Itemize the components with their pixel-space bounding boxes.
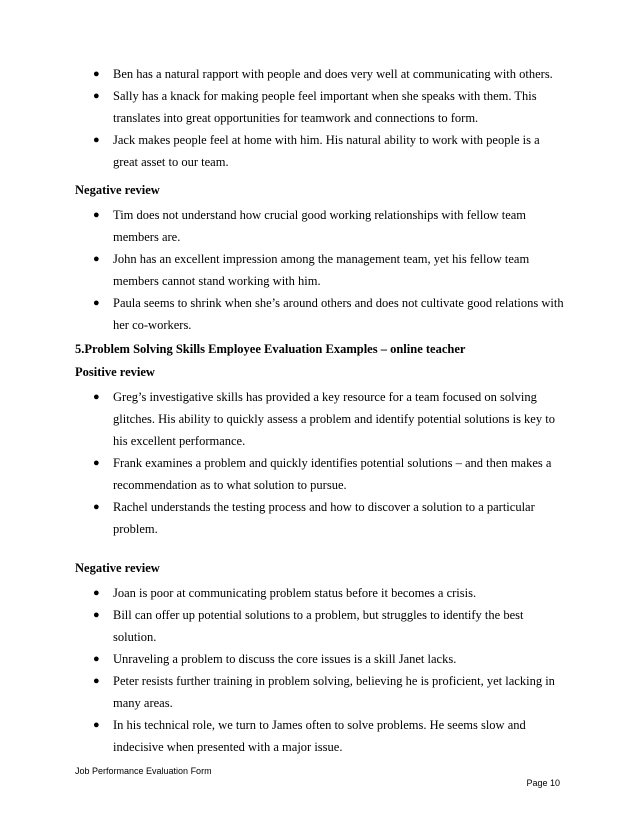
list-item-text: John has an excellent impression among the management team, yet his fellow team members cannot stand working with him. xyxy=(113,252,530,288)
bullet-icon: ● xyxy=(93,719,100,731)
problem-solving-title: 5.Problem Solving Skills Employee Evaluation Examples – online teacher xyxy=(75,342,466,356)
bullet-icon: ● xyxy=(93,501,100,513)
list-item-text: Rachel understands the testing process and how to discover a solution to a particular problem. xyxy=(113,500,535,536)
list-item xyxy=(75,204,565,248)
footer-form-name: Job Performance Evaluation Form xyxy=(75,766,212,776)
list-item-text: Unraveling a problem to discuss the core issues is a skill Janet lacks. xyxy=(113,652,457,666)
page-content xyxy=(75,63,565,762)
list-item xyxy=(75,496,565,540)
list-item-text: Greg’s investigative skills has provided a key resource for a team focused on solving glitches. His ability to quickly assess a problem and identify potential solutions is key to his excellent performance. xyxy=(113,390,555,448)
bullet-icon: ● xyxy=(93,68,100,80)
bullet-icon: ● xyxy=(93,457,100,469)
bullet-icon: ● xyxy=(93,134,100,146)
list-item-text: In his technical role, we turn to James often to solve problems. He seems slow and indecisive when presented with a major issue. xyxy=(113,718,526,754)
list-item-text: Ben has a natural rapport with people and does very well at communicating with others. xyxy=(113,67,553,81)
list-item xyxy=(75,452,565,496)
list-item xyxy=(75,292,565,336)
bullet-icon: ● xyxy=(93,297,100,309)
bullet-icon: ● xyxy=(93,653,100,665)
list-item-text: Joan is poor at communicating problem status before it becomes a crisis. xyxy=(113,586,477,600)
bullet-icon: ● xyxy=(93,253,100,265)
bullet-icon: ● xyxy=(93,609,100,621)
negative-review-heading: Negative review xyxy=(75,561,160,575)
communication-positive-list xyxy=(75,63,565,173)
list-item xyxy=(75,248,565,292)
list-item xyxy=(75,85,565,129)
list-item xyxy=(75,386,565,452)
list-item xyxy=(75,582,565,604)
list-item-text: Sally has a knack for making people feel important when she speaks with them. This translates into great opportunities for teamwork and connections to form. xyxy=(113,89,537,125)
bullet-icon: ● xyxy=(93,675,100,687)
list-item-text: Paula seems to shrink when she’s around others and does not cultivate good relations with her co-workers. xyxy=(113,296,564,332)
problem-solving-positive-list xyxy=(75,386,565,540)
list-item-text: Bill can offer up potential solutions to a problem, but struggles to identify the best solution. xyxy=(113,608,524,644)
list-item xyxy=(75,670,565,714)
negative-review-heading: Negative review xyxy=(75,183,160,197)
bullet-icon: ● xyxy=(93,391,100,403)
problem-solving-negative-list xyxy=(75,582,565,758)
list-item xyxy=(75,63,565,85)
bullet-icon: ● xyxy=(93,587,100,599)
communication-negative-list xyxy=(75,204,565,336)
bullet-icon: ● xyxy=(93,90,100,102)
list-item-text: Tim does not understand how crucial good working relationships with fellow team members are. xyxy=(113,208,527,244)
footer-page-number: Page 10 xyxy=(526,778,560,788)
list-item-text: Peter resists further training in problem solving, believing he is proficient, yet lacking in many areas. xyxy=(113,674,555,710)
list-item xyxy=(75,129,565,173)
list-item xyxy=(75,648,565,670)
list-item-text: Frank examines a problem and quickly identifies potential solutions – and then makes a recommendation as to what solution to pursue. xyxy=(113,456,552,492)
list-item-text: Jack makes people feel at home with him. His natural ability to work with people is a great asset to our team. xyxy=(113,133,540,169)
bullet-icon: ● xyxy=(93,209,100,221)
positive-review-heading: Positive review xyxy=(75,365,155,379)
list-item xyxy=(75,714,565,758)
list-item xyxy=(75,604,565,648)
